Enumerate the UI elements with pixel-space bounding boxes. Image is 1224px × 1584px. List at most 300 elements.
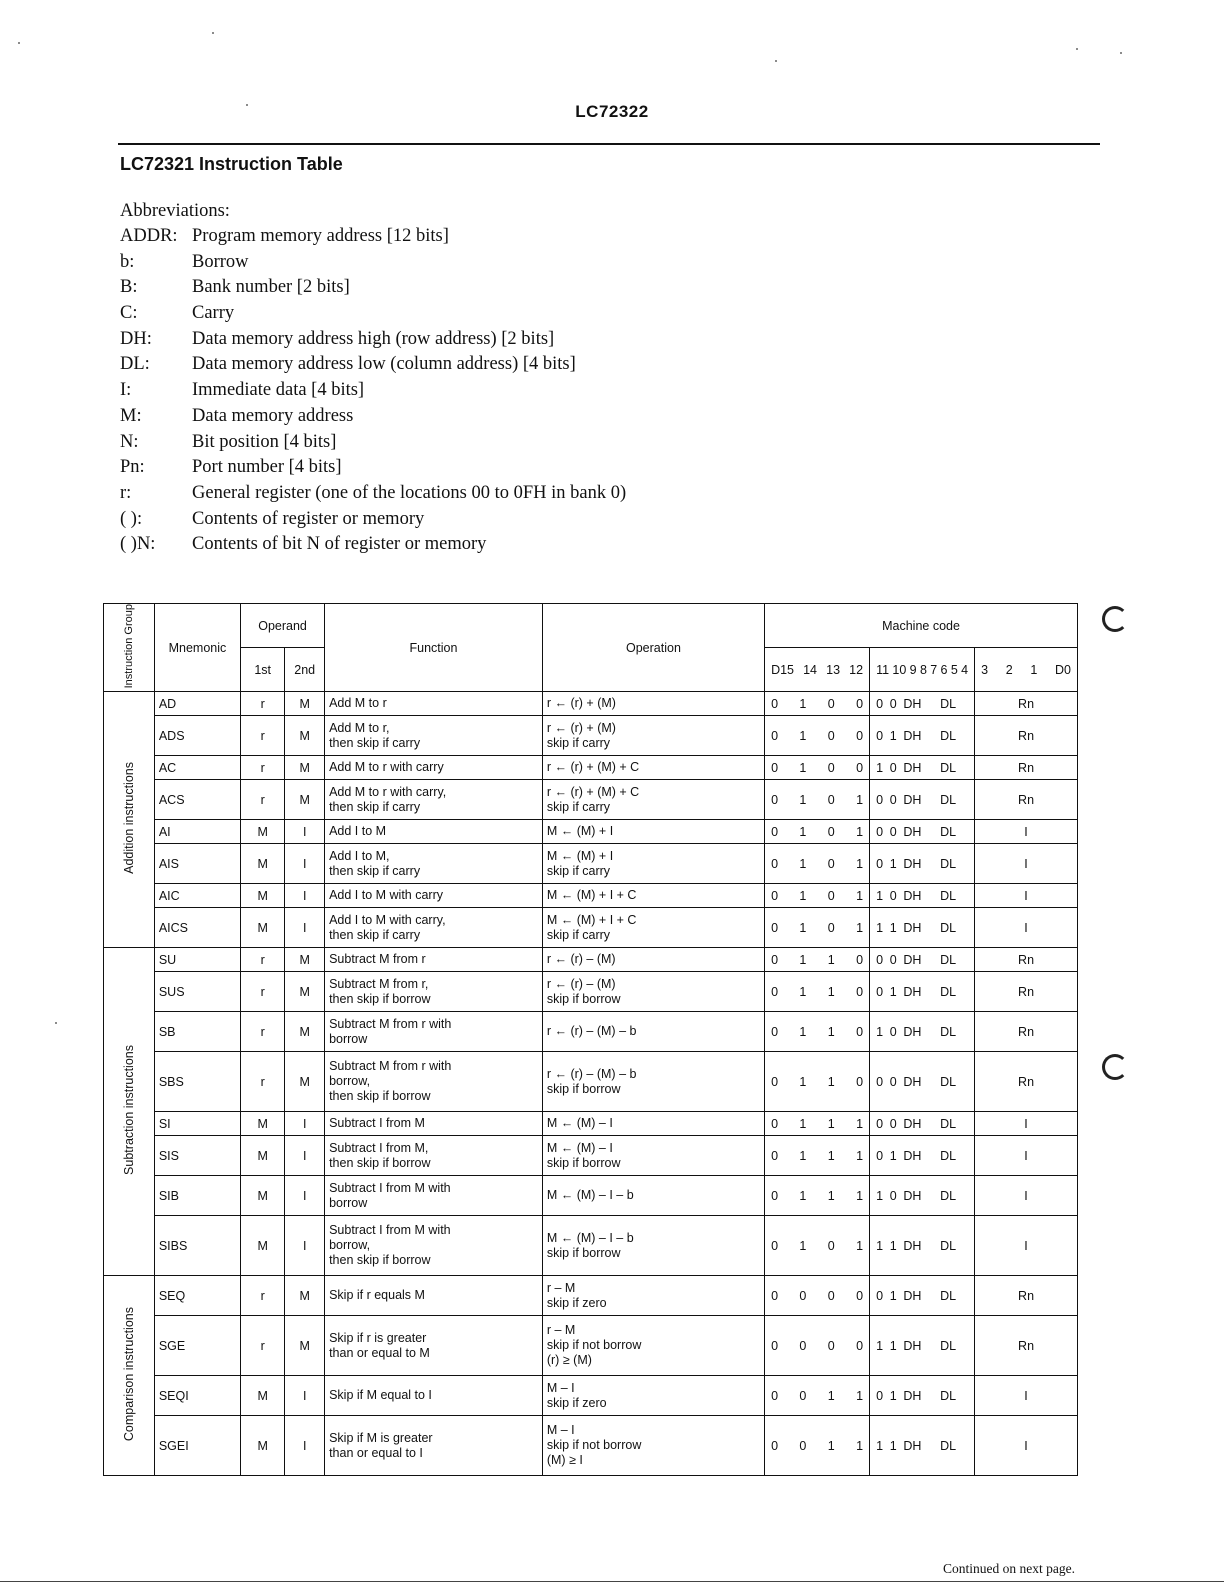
machine-code-d3-0: I [975,844,1078,884]
machine-code-bit: 1 [856,1238,864,1253]
operand-2nd-cell: I [285,820,325,844]
machine-code-bit: 0 [889,1188,897,1203]
table-row [104,972,1078,1012]
machine-code-d3-0: Rn [975,716,1078,756]
abbreviation-row [120,481,626,507]
scan-speck [1120,52,1122,54]
abbreviation-row [120,378,626,404]
operand-1st-cell: M [241,1216,285,1276]
col-header-bits-11-4: 11 10 9 8 7 6 5 4 [870,648,975,692]
function-cell: Add I to M [325,820,543,844]
machine-code-bit: 0 [827,696,835,711]
operand-1st-cell: r [241,692,285,716]
machine-code-bit: 0 [771,952,779,967]
machine-code-bit: 1 [876,760,884,775]
mnemonic-cell: AICS [154,908,240,948]
machine-code-bit: 1 [799,728,807,743]
machine-code-d3-0: Rn [975,1012,1078,1052]
mnemonic-cell: AD [154,692,240,716]
operand-1st-cell: M [241,908,285,948]
machine-code-bit: 1 [827,1024,835,1039]
operation-cell: M ← (M) – I [542,1112,764,1136]
machine-code-d11-4 [870,1416,975,1476]
machine-code-d11-4 [870,884,975,908]
mnemonic-cell: AI [154,820,240,844]
mnemonic-cell: SGEI [154,1416,240,1476]
scan-speck [246,104,248,106]
machine-code-bit: 0 [856,696,864,711]
function-cell: Subtract M from r, then skip if borrow [325,972,543,1012]
operation-cell: M ← (M) – I skip if borrow [542,1136,764,1176]
col-header-machine-code: Machine code [765,604,1078,648]
machine-code-d15-12 [765,844,870,884]
table-row [104,1376,1078,1416]
machine-code-dh: DH [903,1074,922,1089]
abbreviation-key: ADDR: [120,226,178,246]
table-row [104,948,1078,972]
function-cell: Add M to r with carry, then skip if carry [325,780,543,820]
abbreviation-key: C: [120,303,138,324]
machine-code-bit: 1 [889,856,897,871]
scan-speck [18,42,20,44]
machine-code-bit: 0 [827,760,835,775]
machine-code-dl: DL [940,888,957,903]
machine-code-bit: 1 [856,1148,864,1163]
table-row [104,1216,1078,1276]
machine-code-bit: 1 [799,856,807,871]
machine-code-d3-0: Rn [975,756,1078,780]
machine-code-bit: 0 [771,888,779,903]
machine-code-d3-0: Rn [975,692,1078,716]
abbreviation-description: General register (one of the locations 00 to 0FH in bank 0) [192,482,627,503]
machine-code-bit: 1 [856,1188,864,1203]
table-row [104,1276,1078,1316]
mnemonic-cell: SEQI [154,1376,240,1416]
abbreviation-description: Data memory address high (row address) [2 bits] [192,328,555,349]
machine-code-bit: 0 [771,920,779,935]
operation-cell: r ← (r) – (M) – b skip if borrow [542,1052,764,1112]
machine-code-d11-4 [870,908,975,948]
operand-2nd-cell: M [285,756,325,780]
operation-cell: r ← (r) + (M) + C skip if carry [542,780,764,820]
operation-cell: M ← (M) – I – b [542,1176,764,1216]
operand-2nd-cell: I [285,844,325,884]
machine-code-bit: 0 [771,824,779,839]
machine-code-bit: 0 [876,824,884,839]
machine-code-bit: 0 [771,728,779,743]
header-rule [118,143,1100,145]
machine-code-bit: 1 [876,920,884,935]
operand-1st-cell: r [241,1276,285,1316]
function-cell: Subtract I from M, then skip if borrow [325,1136,543,1176]
machine-code-bit: 1 [856,856,864,871]
machine-code-bit: 0 [876,696,884,711]
instruction-table [103,603,1078,1476]
table-row [104,1052,1078,1112]
instruction-group-cell [104,692,155,948]
abbreviation-description: Data memory address low (column address) [4 bits] [192,354,576,375]
machine-code-bit: 0 [876,1074,884,1089]
machine-code-d11-4 [870,756,975,780]
machine-code-bit: 1 [889,1288,897,1303]
machine-code-bit: 1 [799,760,807,775]
machine-code-d3-0: I [975,820,1078,844]
machine-code-d11-4 [870,1112,975,1136]
machine-code-d15-12 [765,1276,870,1316]
machine-code-bit: 1 [827,984,835,999]
machine-code-bit: 1 [827,1188,835,1203]
abbreviations-heading: Abbreviations: [120,201,230,221]
machine-code-bit: 0 [876,728,884,743]
operand-2nd-cell: M [285,972,325,1012]
machine-code-d3-0: I [975,1376,1078,1416]
operand-2nd-cell: M [285,780,325,820]
operand-1st-cell: r [241,716,285,756]
operand-2nd-cell: I [285,1416,325,1476]
machine-code-bit: 1 [827,1116,835,1131]
operand-2nd-cell: I [285,1376,325,1416]
function-cell: Skip if M is greater than or equal to I [325,1416,543,1476]
machine-code-bit: 0 [771,1388,779,1403]
abbreviation-row [120,275,626,301]
abbreviation-description: Data memory address [192,405,354,426]
operation-cell: M – I skip if zero [542,1376,764,1416]
machine-code-bit: 1 [889,920,897,935]
machine-code-d3-0: Rn [975,1316,1078,1376]
machine-code-d15-12 [765,820,870,844]
operand-2nd-cell: M [285,716,325,756]
col-header-function: Function [325,604,543,692]
table-row [104,908,1078,948]
scan-speck [212,32,214,34]
function-cell: Skip if r is greater than or equal to M [325,1316,543,1376]
machine-code-d3-0: Rn [975,1276,1078,1316]
machine-code-bit: 0 [799,1338,807,1353]
mnemonic-cell: SU [154,948,240,972]
function-cell: Subtract I from M [325,1112,543,1136]
function-cell: Subtract I from M with borrow, then skip if borrow [325,1216,543,1276]
operand-1st-cell: r [241,1052,285,1112]
machine-code-dl: DL [940,792,957,807]
abbreviation-key: ( )N: [120,534,156,555]
instruction-group-cell [104,948,155,1276]
machine-code-d3-0: I [975,908,1078,948]
machine-code-bit: 0 [771,1148,779,1163]
mnemonic-cell: AIC [154,884,240,908]
machine-code-bit: 1 [889,1238,897,1253]
abbreviation-row [120,224,626,250]
machine-code-bit: 0 [856,1338,864,1353]
machine-code-dl: DL [940,1238,957,1253]
machine-code-d11-4 [870,820,975,844]
abbreviation-key: Pn: [120,457,145,478]
machine-code-bit: 0 [889,1024,897,1039]
machine-code-d15-12 [765,1416,870,1476]
machine-code-bit: 0 [771,696,779,711]
machine-code-bit: 0 [889,824,897,839]
machine-code-dh: DH [903,856,922,871]
machine-code-bit: 1 [799,1238,807,1253]
abbreviation-list [120,224,626,558]
machine-code-bit: 1 [799,984,807,999]
abbreviation-row [120,455,626,481]
mnemonic-cell: AIS [154,844,240,884]
operation-cell: r ← (r) + (M) + C [542,756,764,780]
table-row [104,692,1078,716]
machine-code-bit: 0 [856,1288,864,1303]
table-row [104,716,1078,756]
mnemonic-cell: ADS [154,716,240,756]
operation-cell: M ← (M) + I skip if carry [542,844,764,884]
table-row [104,756,1078,780]
machine-code-d15-12 [765,716,870,756]
machine-code-dl: DL [940,984,957,999]
machine-code-bit: 1 [799,1074,807,1089]
function-cell: Add I to M with carry, then skip if carry [325,908,543,948]
machine-code-dh: DH [903,1338,922,1353]
abbreviation-row [120,352,626,378]
machine-code-bit: 1 [889,984,897,999]
operand-1st-cell: M [241,1136,285,1176]
machine-code-d11-4 [870,1052,975,1112]
machine-code-dh: DH [903,952,922,967]
machine-code-bit: 1 [799,920,807,935]
mnemonic-cell: SIB [154,1176,240,1216]
function-cell: Add I to M, then skip if carry [325,844,543,884]
table-row [104,780,1078,820]
machine-code-d11-4 [870,844,975,884]
machine-code-bit: 1 [799,792,807,807]
operand-2nd-cell: I [285,1216,325,1276]
abbreviation-description: Contents of bit N of register or memory [192,534,487,555]
machine-code-bit: 0 [876,1288,884,1303]
operand-2nd-cell: I [285,1136,325,1176]
operation-cell: M ← (M) + I + C skip if carry [542,908,764,948]
operand-1st-cell: r [241,1316,285,1376]
machine-code-bit: 0 [771,760,779,775]
mnemonic-cell: SB [154,1012,240,1052]
machine-code-dh: DH [903,1388,922,1403]
mnemonic-cell: SUS [154,972,240,1012]
operation-cell: M ← (M) + I [542,820,764,844]
machine-code-bit: 1 [876,1188,884,1203]
machine-code-bit: 1 [827,1148,835,1163]
machine-code-bit: 1 [799,824,807,839]
machine-code-bit: 0 [876,1388,884,1403]
abbreviation-description: Bit position [4 bits] [192,431,337,452]
operand-1st-cell: r [241,780,285,820]
machine-code-dh: DH [903,824,922,839]
machine-code-bit: 0 [876,984,884,999]
machine-code-d15-12 [765,756,870,780]
machine-code-bit: 0 [827,1288,835,1303]
abbreviation-key: N: [120,431,139,452]
function-cell: Skip if r equals M [325,1276,543,1316]
machine-code-dl: DL [940,952,957,967]
machine-code-bit: 0 [889,1116,897,1131]
machine-code-bit: 1 [876,1024,884,1039]
operand-2nd-cell: M [285,692,325,716]
machine-code-dl: DL [940,728,957,743]
machine-code-d3-0: Rn [975,780,1078,820]
machine-code-bit: 1 [856,1438,864,1453]
table-row [104,1136,1078,1176]
machine-code-bit: 0 [771,1188,779,1203]
machine-code-dl: DL [940,1116,957,1131]
machine-code-bit: 1 [856,1388,864,1403]
operand-2nd-cell: M [285,1052,325,1112]
machine-code-d11-4 [870,692,975,716]
machine-code-d15-12 [765,908,870,948]
operation-cell: M – I skip if not borrow (M) ≥ I [542,1416,764,1476]
machine-code-d11-4 [870,780,975,820]
machine-code-bit: 0 [771,1024,779,1039]
machine-code-bit: 1 [827,952,835,967]
machine-code-d3-0: Rn [975,948,1078,972]
operand-2nd-cell: I [285,1112,325,1136]
machine-code-bit: 0 [856,728,864,743]
machine-code-d11-4 [870,1136,975,1176]
machine-code-dl: DL [940,824,957,839]
abbreviation-key: B: [120,277,138,298]
instruction-group-label: Subtraction instructions [121,1045,136,1176]
col-header-bits-3-0: 3 2 1 D0 [975,648,1078,692]
abbreviation-row [120,430,626,456]
machine-code-dl: DL [940,1074,957,1089]
machine-code-dl: DL [940,1388,957,1403]
machine-code-bit: 1 [889,1388,897,1403]
operation-cell: r ← (r) – (M) skip if borrow [542,972,764,1012]
machine-code-bit: 0 [771,1238,779,1253]
machine-code-dh: DH [903,1438,922,1453]
machine-code-dh: DH [903,728,922,743]
machine-code-bit: 0 [771,1438,779,1453]
table-row [104,884,1078,908]
function-cell: Skip if M equal to I [325,1376,543,1416]
abbreviation-key: I: [120,380,132,401]
table-row [104,1316,1078,1376]
machine-code-d11-4 [870,948,975,972]
abbreviation-row [120,532,626,558]
machine-code-dh: DH [903,1288,922,1303]
machine-code-d15-12 [765,1052,870,1112]
machine-code-dh: DH [903,792,922,807]
machine-code-d15-12 [765,884,870,908]
machine-code-bit: 0 [876,1116,884,1131]
operand-2nd-cell: I [285,884,325,908]
operation-cell: r – M skip if zero [542,1276,764,1316]
machine-code-bit: 1 [876,1338,884,1353]
abbreviation-row [120,507,626,533]
machine-code-bit: 0 [827,792,835,807]
table-row [104,844,1078,884]
mnemonic-cell: SBS [154,1052,240,1112]
abbreviation-description: Borrow [192,251,249,272]
operand-2nd-cell: M [285,948,325,972]
machine-code-d11-4 [870,1316,975,1376]
col-header-mnemonic: Mnemonic [154,604,240,692]
operation-cell: r ← (r) – (M) [542,948,764,972]
machine-code-d11-4 [870,1012,975,1052]
col-header-bits-15-12: D15 14 13 12 [765,648,870,692]
abbreviation-row [120,250,626,276]
machine-code-dh: DH [903,984,922,999]
operation-cell: r ← (r) – (M) – b [542,1012,764,1052]
machine-code-dl: DL [940,920,957,935]
mnemonic-cell: SI [154,1112,240,1136]
scan-speck [775,60,777,62]
machine-code-d15-12 [765,1176,870,1216]
machine-code-d3-0: Rn [975,1052,1078,1112]
machine-code-dl: DL [940,760,957,775]
machine-code-bit: 1 [799,1188,807,1203]
operand-2nd-cell: M [285,1012,325,1052]
table-row [104,1012,1078,1052]
machine-code-d11-4 [870,1276,975,1316]
mnemonic-cell: SEQ [154,1276,240,1316]
function-cell: Add M to r [325,692,543,716]
function-cell: Add I to M with carry [325,884,543,908]
page-title: LC72321 Instruction Table [120,154,343,174]
machine-code-d11-4 [870,1216,975,1276]
machine-code-bit: 0 [856,1074,864,1089]
machine-code-bit: 1 [889,1438,897,1453]
machine-code-bit: 0 [771,792,779,807]
machine-code-bit: 0 [827,1238,835,1253]
abbreviation-description: Carry [192,303,235,324]
machine-code-bit: 1 [799,1024,807,1039]
machine-code-d15-12 [765,692,870,716]
machine-code-d11-4 [870,1376,975,1416]
col-header-group: Instruction Group [104,604,155,692]
abbreviation-key: ( ): [120,508,143,529]
machine-code-d3-0: I [975,1136,1078,1176]
machine-code-d11-4 [870,1176,975,1216]
machine-code-dh: DH [903,1188,922,1203]
machine-code-bit: 1 [856,920,864,935]
machine-code-dh: DH [903,760,922,775]
machine-code-bit: 0 [889,888,897,903]
machine-code-dl: DL [940,1024,957,1039]
table-row [104,820,1078,844]
col-header-operand-1st: 1st [241,648,285,692]
machine-code-dh: DH [903,888,922,903]
machine-code-d15-12 [765,1216,870,1276]
machine-code-d15-12 [765,780,870,820]
instruction-group-label: Addition instructions [121,762,136,875]
abbreviation-key: DH: [120,328,152,349]
machine-code-bit: 1 [827,1388,835,1403]
machine-code-bit: 0 [856,1024,864,1039]
scan-speck [1076,48,1078,50]
abbreviation-description: Contents of register or memory [192,508,425,529]
abbreviation-description: Immediate data [4 bits] [192,380,365,401]
operation-cell: M ← (M) + I + C [542,884,764,908]
machine-code-bit: 1 [799,696,807,711]
abbreviation-row [120,327,626,353]
machine-code-bit: 1 [856,824,864,839]
machine-code-bit: 0 [889,952,897,967]
punch-hole-mark [1102,1054,1128,1080]
machine-code-dl: DL [940,856,957,871]
abbreviation-row [120,404,626,430]
table-row [104,1176,1078,1216]
function-cell: Subtract M from r [325,948,543,972]
machine-code-bit: 0 [799,1288,807,1303]
machine-code-bit: 0 [771,1338,779,1353]
machine-code-bit: 1 [889,728,897,743]
abbreviations [120,198,626,558]
